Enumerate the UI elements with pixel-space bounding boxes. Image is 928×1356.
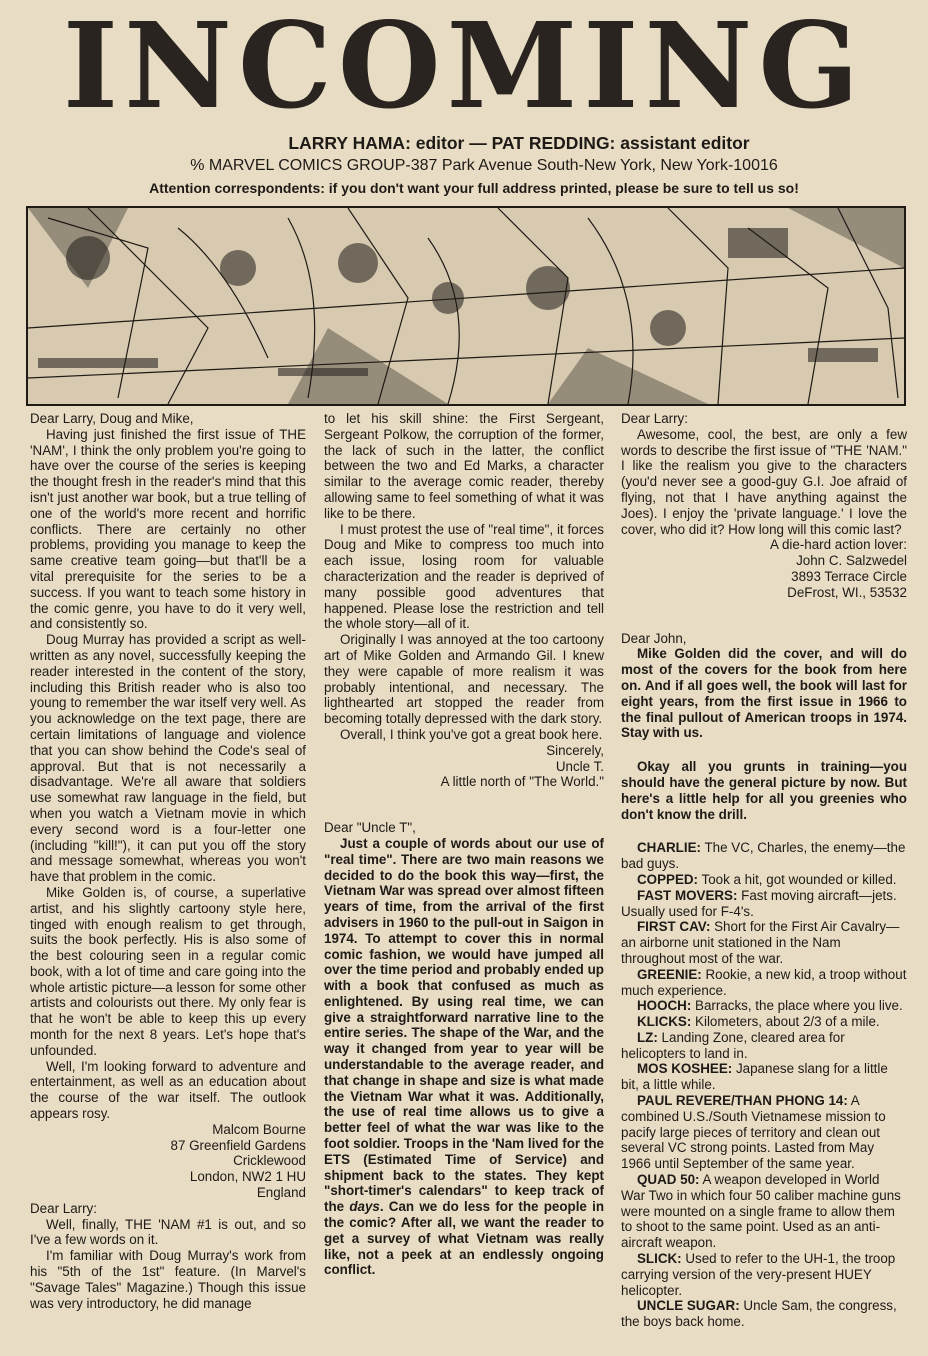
letter2-paragraph: to let his skill shine: the First Sergeant, Sergeant Polkow, the corruption of the former, the lack of such in the latter, the conflict between the two and Ed Marks, a character similar to the average comic reader, thereby allowing same to feel something of what it was like to be there. bbox=[324, 411, 604, 521]
glossary-term: QUAD 50: bbox=[637, 1172, 700, 1188]
mailing-address: % MARVEL COMICS GROUP-387 Park Avenue South-New York, New York-10016 bbox=[190, 157, 778, 174]
glossary-definition: Landing Zone, cleared area for helicopters to land in. bbox=[621, 1029, 845, 1061]
letter1-paragraph: Well, I'm looking forward to adventure and entertainment, as well as an education about the course of the war itself. The outlook appears rosy. bbox=[30, 1058, 306, 1122]
glossary-definition: Fast moving aircraft—jets. Usually used for F-4's. bbox=[621, 887, 897, 919]
letter2-paragraph: I'm familiar with Doug Murray's work from his "5th of the 1st" feature. (In Marvel's "Savage Tales" Magazine.) Though this issue was very introductory, he did manage bbox=[30, 1248, 306, 1311]
glossary-definition: A weapon developed in World War Two in which four 50 caliber machine guns were mounted on a single frame to allow them to shoot to the same point. Used as an anti-aircraft weapon. bbox=[621, 1172, 901, 1251]
letter3-address: DeFrost, WI., 53532 bbox=[787, 584, 907, 600]
glossary-term: COPPED: bbox=[637, 871, 699, 887]
reply2-text: . Can we do less for the people in the comic? After all, we want the reader to get a survey of what Vietnam was really like, not a peek at an endlessly ongoing conflict. bbox=[324, 1199, 604, 1278]
glossary-entry bbox=[621, 1030, 907, 1062]
reply2-emphasis: days bbox=[349, 1199, 380, 1215]
glossary-list bbox=[621, 840, 907, 1330]
glossary-term: FAST MOVERS: bbox=[637, 887, 738, 903]
glossary-entry bbox=[621, 1061, 907, 1093]
letter2-salutation: Dear Larry: bbox=[30, 1200, 97, 1216]
letter2-paragraph: Overall, I think you've got a great book here. bbox=[340, 726, 603, 742]
letter3-signature: A die-hard action lover: bbox=[770, 537, 907, 553]
glossary-entry bbox=[621, 1172, 907, 1251]
letter1-paragraph: Doug Murray has provided a script as well-written as any novel, successfully keeping the reader interested in the content of the story, including this British reader who is also too young to remember the war itself very well. As you acknowledge on the text page, there are certain limitations of language and violence that you can show behind the Code's seal of approval. But that is not necessarily a disadvantage. We're all aware that soldiers use somewhat raw language in the field, but when you watch a Vietnam movie in which every second word is a four-letter one (including "kill!"), it can put you off the story and message somewhat, whereas you won't have that problem in the comic. bbox=[30, 632, 306, 885]
glossary-term: SLICK: bbox=[637, 1251, 682, 1267]
letter1-paragraph: Having just finished the first issue of THE 'NAM', I think the only problem you're going to have over the course of the series is keeping the thought fresh in the reader's mind that this isn't just another war book, but a true telling of one of the world's more recent and horrific conflicts. There are certainly no other problems, providing you manage to keep the same creative team going—but that'll be a vital prerequisite for the series to be a success. If you want to teach some history in the comic genre, you have to do it very well, and consistently so. bbox=[30, 426, 306, 632]
glossary-term: PAUL REVERE/THAN PHONG 14: bbox=[637, 1093, 848, 1109]
glossary-definition: Short for the First Air Cavalry—an airborne unit stationed in the Nam throughout most of the war. bbox=[621, 919, 900, 966]
glossary-entry bbox=[621, 998, 907, 1014]
glossary-entry bbox=[621, 1014, 907, 1030]
letter2-paragraph: Well, finally, THE 'NAM #1 is out, and so I've a few words on it. bbox=[30, 1216, 306, 1248]
glossary-entry bbox=[621, 888, 907, 920]
column-1 bbox=[30, 411, 306, 1311]
column-3 bbox=[621, 411, 907, 1330]
letter1-address: 87 Greenfield Gardens bbox=[170, 1137, 306, 1153]
letter2-paragraph: Originally I was annoyed at the too cartoony art of Mike Golden and Armando Gil. I knew they were capable of more realism it was probably intentional, and necessary. The lighthearted art stopped the reader from becoming totally depressed with the dark story. bbox=[324, 632, 604, 727]
glossary-intro: Okay all you grunts in training—you should have the general picture by now. But here's a little help for all you greenies who don't know the drill. bbox=[621, 759, 907, 822]
glossary-definition: Used to refer to the UH-1, the troop carrying version of the very-present HUEY helicopter. bbox=[621, 1251, 896, 1298]
glossary-term: MOS KOSHEE: bbox=[637, 1061, 733, 1077]
letter2-signature: A little north of "The World." bbox=[440, 774, 604, 790]
glossary-definition: Kilometers, about 2/3 of a mile. bbox=[691, 1014, 880, 1030]
glossary-term: CHARLIE: bbox=[637, 840, 701, 856]
glossary-entry bbox=[621, 919, 907, 966]
correspondents-notice: Attention correspondents: if you don't want your full address printed, please be sure to tell us so! bbox=[149, 180, 799, 196]
glossary-entry bbox=[621, 872, 907, 888]
glossary-term: HOOCH: bbox=[637, 998, 692, 1014]
glossary-definition: Uncle Sam, the congress, the boys back home. bbox=[621, 1298, 897, 1330]
letter2-paragraph: I must protest the use of "real time", it forces Doug and Mike to compress too much into each issue, losing room for valuable characterization and the reader is deprived of many possible good adventures that happened. Please lose the restriction and tell the whole story—all of it. bbox=[324, 521, 604, 632]
glossary-definition: Rookie, a new kid, a troop without much experience. bbox=[621, 966, 907, 998]
letter3-address: 3893 Terrace Circle bbox=[791, 568, 907, 584]
letter3-signature: John C. Salzwedel bbox=[796, 553, 907, 569]
letter1-salutation: Dear Larry, Doug and Mike, bbox=[30, 411, 194, 426]
glossary-definition: Japanese slang for a little bit, a little while. bbox=[621, 1061, 888, 1093]
reply2-paragraph bbox=[324, 836, 604, 1278]
reply3-salutation: Dear John, bbox=[621, 630, 687, 646]
letter3-paragraph: Awesome, cool, the best, are only a few words to describe the first issue of "THE 'NAM." I like the realism you give to the characters (you'd never see a good-guy G.I. Joe afraid of flying, not that I have anything against the Joes). I enjoy the 'private language.' I love the cover, who did it? How long will this comic last? bbox=[621, 426, 907, 537]
letter1-signature: Malcom Bourne bbox=[212, 1121, 306, 1137]
letter2-signature: Uncle T. bbox=[555, 758, 604, 774]
glossary-definition: The VC, Charles, the enemy—the bad guys. bbox=[621, 840, 906, 872]
reply3-paragraph: Mike Golden did the cover, and will do most of the covers for the book from here on. And if all goes well, the book will last for eight years, from the first issue in 1966 to the final pullout of American troops in 1974. Stay with us. bbox=[621, 646, 907, 741]
reply2-salutation: Dear "Uncle T", bbox=[324, 820, 416, 836]
glossary-definition: Barracks, the place where you live. bbox=[691, 998, 903, 1014]
editor-credits: LARRY HAMA: editor — PAT REDDING: assistant editor bbox=[288, 133, 750, 153]
glossary-entry bbox=[621, 1093, 907, 1172]
letter2-signature: Sincerely, bbox=[546, 742, 604, 758]
glossary-entry bbox=[621, 1251, 907, 1298]
glossary-definition: A combined U.S./South Vietnamese mission to pacify large pieces of territory and clean out several VC strong points. Lasted from May 1966 until September of the same year. bbox=[621, 1093, 886, 1172]
comic-illustration bbox=[26, 206, 906, 406]
column-2 bbox=[324, 411, 604, 1278]
glossary-entry bbox=[621, 967, 907, 999]
glossary-definition: Took a hit, got wounded or killed. bbox=[698, 871, 897, 887]
letter3-salutation: Dear Larry: bbox=[621, 411, 688, 426]
glossary-term: KLICKS: bbox=[637, 1014, 692, 1030]
glossary-term: FIRST CAV: bbox=[637, 919, 711, 935]
glossary-entry bbox=[621, 840, 907, 872]
glossary-term: LZ: bbox=[637, 1029, 658, 1045]
glossary-entry bbox=[621, 1298, 907, 1330]
glossary-term: UNCLE SUGAR: bbox=[637, 1298, 740, 1314]
letter1-address: England bbox=[256, 1185, 306, 1201]
glossary-term: GREENIE: bbox=[637, 966, 702, 982]
letter1-paragraph: Mike Golden is, of course, a superlative artist, and his slightly cartoony style here, tinged with enough realism to get through, suits the book perfectly. His is also some of the best colouring seen in a regular comic book, with a lot of time and care going into the whole artistic picture—a lesson for some other artists and colourists out there. My only fear is that he won't be able to keep this up every month for the next 8 years. Let's hope that's unfounded. bbox=[30, 884, 306, 1058]
letter1-address: London, NW2 1 HU bbox=[189, 1169, 306, 1185]
letter1-address: Cricklewood bbox=[233, 1153, 306, 1169]
masthead-title: INCOMING bbox=[62, 6, 866, 126]
reply2-text: Just a couple of words about our use of "real time". There are two main reasons we decided to do the book this way—first, the Vietnam War was spread over almost fifteen years of time, from the arrival of the first advisers in 1960 to the pull-out in Saigon in 1974. To attempt to cover this in normal comic fashion, we would have jumped all over the time period and probably ended up with a book that confused as much as enlightened. By using real time, we can give a straightforward narrative line to the entire series. The shape of the War, and the way it changed from year to year will be understandable to the average reader, and that change in shape and size is what made the Vietnam War what it was. Additionally, the use of real time allows us to give a better feel of what the war was like to the foot soldier. Troops in the 'Nam lived for the ETS (Estimated Time of Service) and shipment back to the states. They kept "short-timer's calendars" to keep track of the bbox=[324, 835, 604, 1215]
